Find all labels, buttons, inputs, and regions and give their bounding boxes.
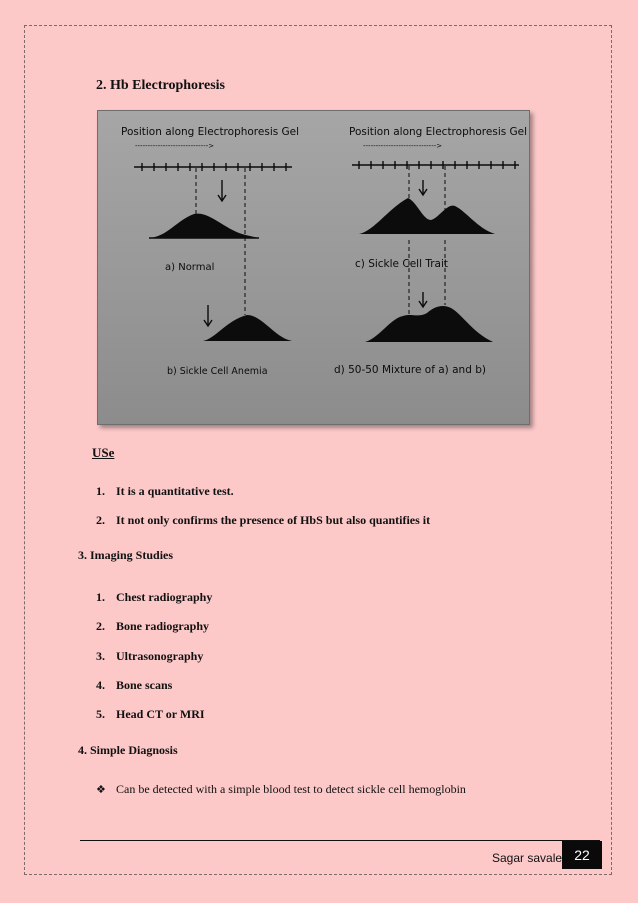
list-text: It is a quantitative test. bbox=[116, 484, 234, 498]
page-number: 22 bbox=[562, 841, 602, 869]
label-sickle-cell-trait: c) Sickle Cell Trait bbox=[355, 258, 448, 270]
list-text: Bone scans bbox=[116, 678, 173, 692]
list-item bbox=[96, 484, 234, 499]
list-item bbox=[96, 678, 172, 693]
list-number: 1. bbox=[96, 590, 105, 604]
list-item bbox=[96, 649, 203, 664]
section-heading-hb-electrophoresis: 2. Hb Electrophoresis bbox=[96, 78, 225, 93]
footer-rule bbox=[80, 840, 600, 841]
use-heading: USe bbox=[92, 445, 115, 460]
list-item bbox=[96, 513, 430, 528]
list-number: 2. bbox=[96, 619, 105, 633]
list-item bbox=[96, 619, 209, 634]
section-heading-simple-diagnosis: 4. Simple Diagnosis bbox=[78, 743, 178, 757]
list-number: 4. bbox=[96, 678, 105, 692]
label-normal: a) Normal bbox=[165, 262, 215, 273]
label-sickle-cell-anemia: b) Sickle Cell Anemia bbox=[167, 366, 268, 377]
diagnosis-bullet-item bbox=[96, 782, 466, 797]
list-number: 5. bbox=[96, 707, 105, 721]
label-mixture: d) 50-50 Mixture of a) and b) bbox=[334, 364, 486, 376]
guide-lines bbox=[196, 166, 445, 315]
axis-title-left: Position along Electrophoresis Gel bbox=[121, 126, 300, 138]
list-item bbox=[96, 590, 212, 605]
down-arrows bbox=[204, 180, 427, 326]
list-text: Bone radiography bbox=[116, 619, 210, 633]
peak-normal bbox=[149, 214, 259, 238]
electrophoresis-diagram bbox=[97, 110, 530, 425]
electrophoresis-figure bbox=[97, 110, 530, 425]
ruler-left bbox=[134, 163, 292, 171]
list-text: Head CT or MRI bbox=[116, 707, 205, 721]
peak-mixture bbox=[365, 306, 493, 342]
peak-sickle-cell-anemia bbox=[203, 315, 292, 341]
list-text: Chest radiography bbox=[116, 590, 213, 604]
bullet-text: Can be detected with a simple blood test to detect sickle cell hemoglobin bbox=[116, 782, 466, 796]
list-item bbox=[96, 707, 205, 722]
list-text: It not only confirms the presence of HbS but also quantifies it bbox=[116, 513, 431, 527]
list-number: 1. bbox=[96, 484, 105, 498]
direction-arrow-left: -----------------------------> bbox=[135, 142, 215, 150]
peak-sickle-cell-trait bbox=[359, 198, 495, 234]
footer-author: Sagar savale bbox=[492, 851, 563, 865]
list-number: 3. bbox=[96, 649, 105, 663]
section-heading-imaging-studies: 3. Imaging Studies bbox=[78, 548, 174, 562]
diamond-bullet-icon: ❖ bbox=[96, 783, 106, 796]
direction-arrow-right: -----------------------------> bbox=[363, 142, 443, 150]
list-text: Ultrasonography bbox=[116, 649, 204, 663]
list-number: 2. bbox=[96, 513, 105, 527]
ruler-right bbox=[352, 161, 519, 169]
axis-title-right: Position along Electrophoresis Gel bbox=[349, 126, 528, 138]
